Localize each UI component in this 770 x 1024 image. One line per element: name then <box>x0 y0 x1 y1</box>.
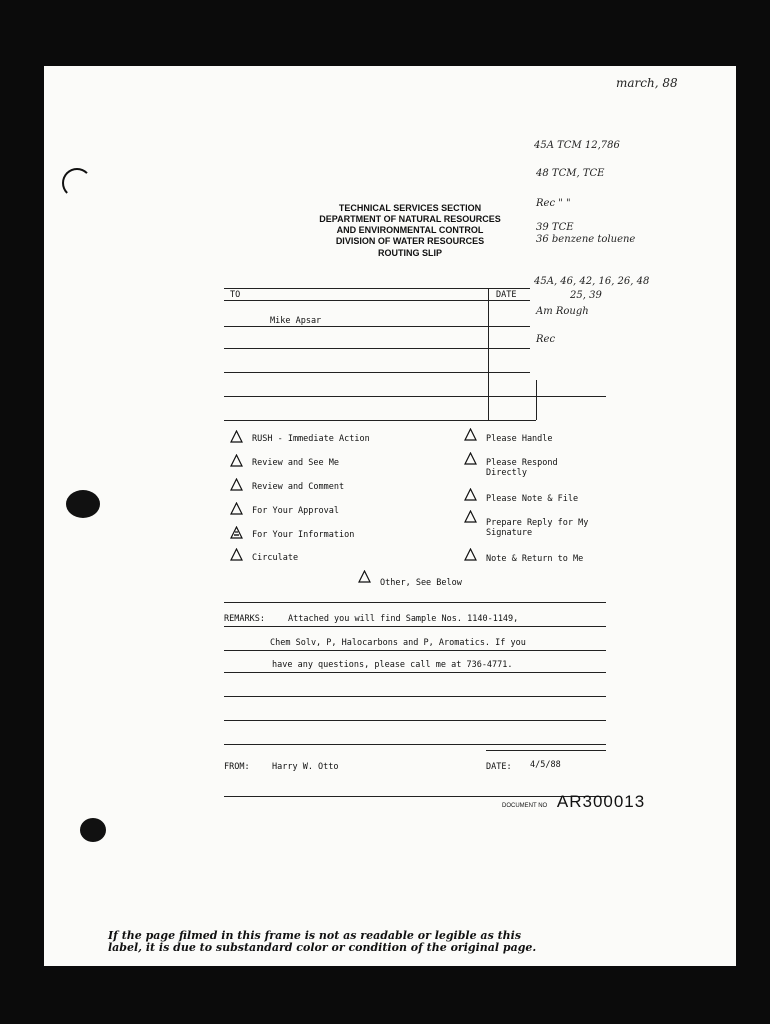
document-number-label: DOCUMENT NO <box>502 803 548 809</box>
handwritten-note-5: 36 benzene toluene <box>536 234 636 245</box>
document-number <box>502 792 645 812</box>
remarks-line-1: Attached you will find Sample Nos. 1140-1149, <box>288 614 519 624</box>
handwritten-note-7: 25, 39 <box>570 290 602 301</box>
option-review-comment: Review and Comment <box>252 482 345 492</box>
from-label: FROM: <box>224 762 250 772</box>
option-note-file: Please Note & File <box>486 494 579 504</box>
remarks-line-3: have any questions, please call me at 736-4771. <box>272 660 513 670</box>
handwritten-note-2: 48 TCM, TCE <box>536 168 605 179</box>
handwritten-note-3: Rec " " <box>536 198 571 209</box>
table-rule-2 <box>224 348 530 349</box>
recipient-name: Mike Apsar <box>270 316 322 326</box>
handwritten-note-1: 45A TCM 12,786 <box>534 140 620 151</box>
option-circulate: Circulate <box>252 553 299 563</box>
remarks-rule-1 <box>224 626 606 627</box>
punch-hole-top <box>62 168 92 198</box>
remarks-line-2: Chem Solv, P, Halocarbons and P, Aromatics. If you <box>270 638 526 648</box>
checkbox-triangle-icon[interactable] <box>464 488 477 501</box>
date-column-divider <box>488 288 489 420</box>
checkbox-triangle-icon[interactable] <box>464 452 477 465</box>
handwritten-date: march, 88 <box>616 76 678 90</box>
punch-hole-bottom <box>80 818 106 842</box>
table-rule-bottom <box>224 420 536 421</box>
option-prepare-reply: Prepare Reply for My Signature <box>486 518 589 538</box>
remarks-rule-6 <box>224 744 606 745</box>
from-date-label: DATE: <box>486 762 512 772</box>
remarks-rule-4 <box>224 696 606 697</box>
checkbox-triangle-icon[interactable] <box>358 570 371 583</box>
checked-triangle-icon[interactable] <box>230 526 243 539</box>
header-title: ROUTING SLIP <box>377 248 442 258</box>
document-page <box>44 66 736 966</box>
option-note-return: Note & Return to Me <box>486 554 584 564</box>
punch-hole-middle <box>66 490 100 518</box>
table-rule-top <box>224 288 530 289</box>
checkbox-triangle-icon[interactable] <box>230 478 243 491</box>
header-line-1: TECHNICAL SERVICES SECTION <box>338 203 482 213</box>
option-approval: For Your Approval <box>252 506 339 516</box>
from-date-value: 4/5/88 <box>530 760 561 770</box>
from-value: Harry W. Otto <box>272 762 339 772</box>
table-rule-4 <box>224 396 606 397</box>
checkbox-triangle-icon[interactable] <box>230 454 243 467</box>
remarks-rule-2 <box>224 650 606 651</box>
option-review-see-me: Review and See Me <box>252 458 339 468</box>
table-rule-1 <box>224 326 530 327</box>
remarks-rule-5 <box>224 720 606 721</box>
checkbox-triangle-icon[interactable] <box>464 428 477 441</box>
handwritten-note-9: Rec <box>536 334 556 345</box>
header-line-2: DEPARTMENT OF NATURAL RESOURCES <box>319 214 501 224</box>
checkbox-triangle-icon[interactable] <box>464 548 477 561</box>
handwritten-note-8: Am Rough <box>536 306 589 317</box>
checkbox-triangle-icon[interactable] <box>230 548 243 561</box>
remarks-rule-7 <box>486 750 606 751</box>
remarks-rule-3 <box>224 672 606 673</box>
remarks-label: REMARKS: <box>224 614 265 624</box>
table-right-edge <box>536 380 537 420</box>
handwritten-note-4: 39 TCE <box>536 222 574 233</box>
to-label: TO <box>230 290 241 300</box>
film-border <box>0 966 770 1024</box>
document-number-value: AR300013 <box>556 792 646 811</box>
remarks-rule-top <box>224 602 606 603</box>
checkbox-triangle-icon[interactable] <box>464 510 477 523</box>
option-rush: RUSH - Immediate Action <box>252 434 370 444</box>
table-rule-3 <box>224 372 530 373</box>
film-notice-line-1: If the page filmed in this frame is not as readable or legible as this <box>108 929 522 942</box>
header-line-4: DIVISION OF WATER RESOURCES <box>335 236 485 246</box>
header-line-3: AND ENVIRONMENTAL CONTROL <box>336 225 484 235</box>
option-information: For Your Information <box>252 530 355 540</box>
film-notice-line-2: label, it is due to substandard color or condition of the original page. <box>108 941 537 954</box>
checkbox-triangle-icon[interactable] <box>230 430 243 443</box>
table-rule-header <box>224 300 530 301</box>
checkbox-triangle-icon[interactable] <box>230 502 243 515</box>
handwritten-note-6: 45A, 46, 42, 16, 26, 48 <box>534 276 650 287</box>
date-label: DATE <box>496 290 517 300</box>
option-please-handle: Please Handle <box>486 434 553 444</box>
option-please-respond: Please Respond Directly <box>486 458 558 478</box>
option-other: Other, See Below <box>380 578 462 588</box>
